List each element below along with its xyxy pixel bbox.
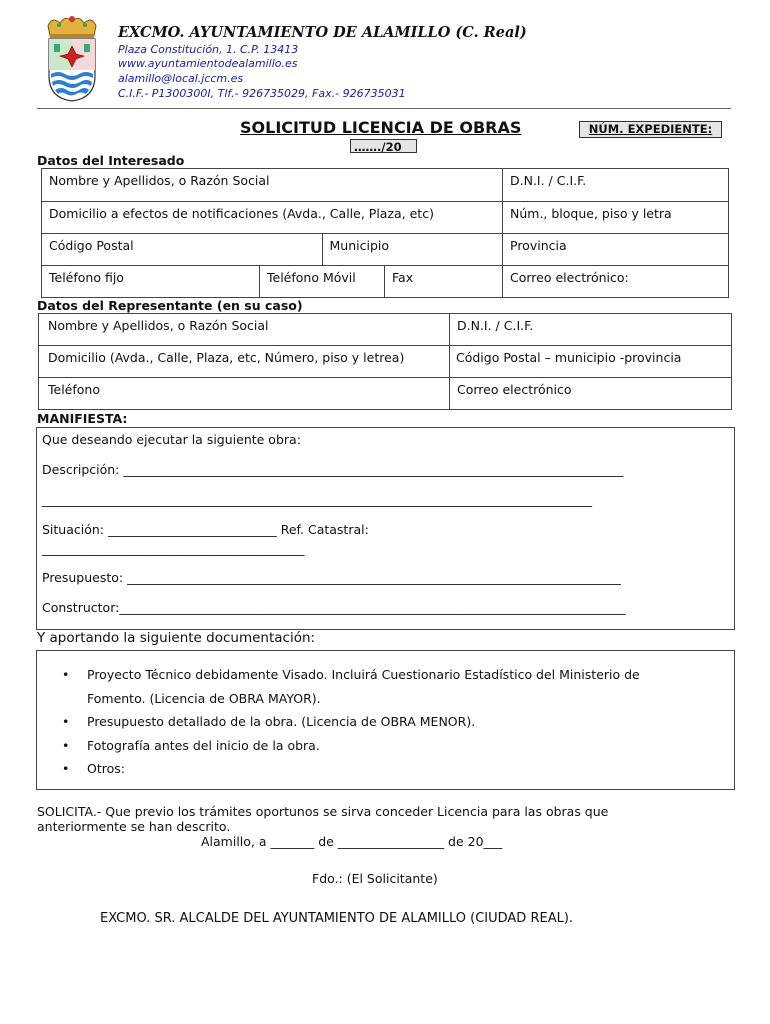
addressee: EXCMO. SR. ALCALDE DEL AYUNTAMIENTO DE ALAMILLO (CIUDAD REAL). [100,911,574,926]
website-link[interactable]: www.ayuntamientodealamillo.es [118,57,298,70]
interesado-correo-field[interactable]: Correo electrónico: [503,266,729,298]
manifiesta-intro: Que deseando ejecutar la siguiente obra: [42,432,301,447]
interesado-fax-field[interactable]: Fax [385,266,503,298]
representante-telefono-field[interactable]: Teléfono [39,378,450,410]
documentacion-box [36,650,735,790]
address: Plaza Constitución, 1. C.P. 13413 [118,43,299,56]
interesado-tel-fijo-field[interactable]: Teléfono fijo [42,266,260,298]
coat-of-arms-logo [38,14,106,102]
date-line[interactable]: Alamillo, a _______ de _________________ de 20___ [201,834,503,849]
municipality-title: EXCMO. AYUNTAMIENTO DE ALAMILLO (C. Real) [118,24,527,41]
interesado-table [41,168,729,298]
representante-nombre-field[interactable]: Nombre y Apellidos, o Razón Social [39,314,450,346]
expediente-label: NÚM. EXPEDIENTE: [579,121,722,138]
representante-table [38,313,732,410]
interesado-provincia-field[interactable]: Provincia [503,234,729,266]
interesado-domicilio-field[interactable]: Domicilio a efectos de notificaciones (Avda., Calle, Plaza, etc) [42,202,503,234]
interesado-dni-field[interactable]: D.N.I. / C.I.F. [503,169,729,202]
interesado-cp-field[interactable]: Código Postal [42,234,323,266]
documentacion-list [37,663,734,781]
header-divider [37,108,731,109]
documentacion-heading: Y aportando la siguiente documentación: [37,630,316,646]
doc-item: • Otros: [62,761,125,776]
solicita-text-2: anteriormente se han descrito. [37,819,231,834]
doc-item-continuation: Fomento. (Licencia de OBRA MAYOR). [87,690,321,706]
presupuesto-field[interactable]: Presupuesto: _______________________________________________________________________________ [42,570,621,585]
doc-item: • Fotografía antes del inicio de la obra. [62,737,320,753]
email-link[interactable]: alamillo@local.jccm.es [118,72,244,85]
constructor-field[interactable]: Constructor:_________________________________________________________________________________ [42,600,626,615]
representante-correo-field[interactable]: Correo electrónico [450,378,732,410]
representante-domicilio-field[interactable]: Domicilio (Avda., Calle, Plaza, etc, Número, piso y letrea) [39,346,450,378]
representante-cp-field[interactable]: Código Postal – municipio -provincia [450,346,732,378]
signature-label: Fdo.: (El Solicitante) [312,871,438,886]
doc-item: • Proyecto Técnico debidamente Visado. Incluirá Cuestionario Estadístico del Ministerio de [62,667,640,682]
ref-catastral-field[interactable]: __________________________________________ [42,541,305,556]
interesado-municipio-field[interactable]: Municipio [322,234,503,266]
interesado-num-field[interactable]: Núm., bloque, piso y letra [503,202,729,234]
doc-item: • Presupuesto detallado de la obra. (Licencia de OBRA MENOR). [62,714,476,729]
interesado-tel-movil-field[interactable]: Teléfono Móvil [260,266,385,298]
expediente-field[interactable]: ……./20 [350,139,417,153]
descripcion-line-2[interactable]: ________________________________________________________________________________________ [42,492,592,507]
interesado-heading: Datos del Interesado [37,153,185,168]
solicita-text: SOLICITA.- Que previo los trámites oportunos se sirva conceder Licencia para las obras que [37,804,609,819]
descripcion-field[interactable]: Descripción: ________________________________________________________________________________ [42,462,624,477]
representante-dni-field[interactable]: D.N.I. / C.I.F. [450,314,732,346]
manifiesta-heading: MANIFIESTA: [37,411,128,426]
contact-info: C.I.F.- P1300300I, Tlf.- 926735029, Fax.- 926735031 [118,87,406,100]
interesado-nombre-field[interactable]: Nombre y Apellidos, o Razón Social [42,169,503,202]
situacion-field[interactable]: Situación: ___________________________ Ref. Catastral: [42,522,369,537]
representante-heading: Datos del Representante (en su caso) [37,298,303,313]
form-title: SOLICITUD LICENCIA DE OBRAS [240,118,522,137]
